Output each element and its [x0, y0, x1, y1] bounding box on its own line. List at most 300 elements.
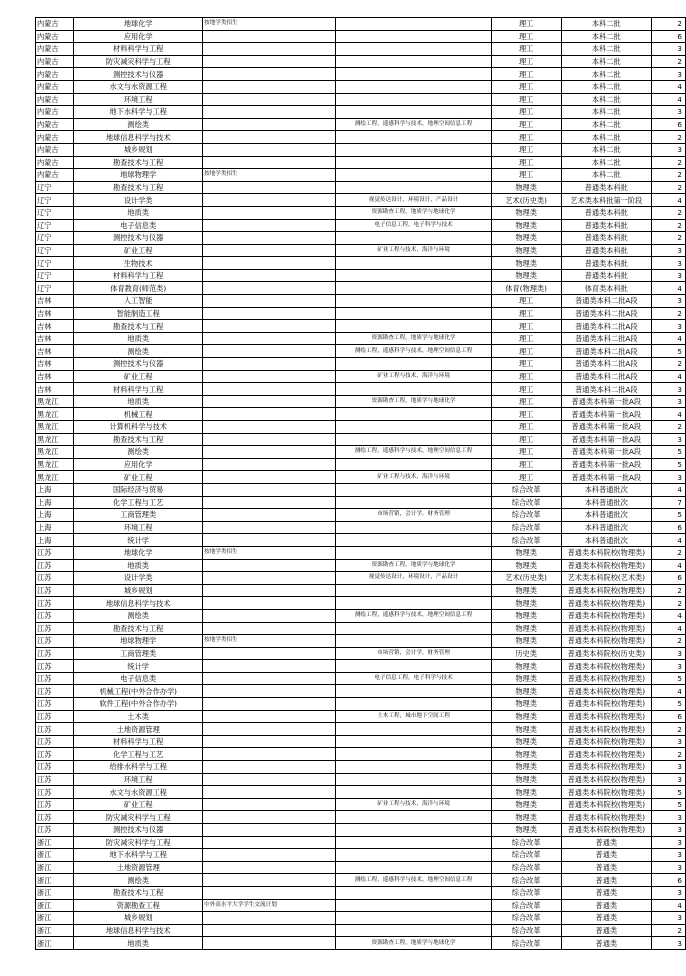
major-cell: 材料科学与工程 [74, 269, 203, 282]
major-cell: 地球化学 [74, 18, 203, 31]
plan-count-cell: 3 [652, 244, 686, 257]
enrollment-note-cell [203, 773, 336, 786]
enrollment-note-cell [203, 761, 336, 774]
table-row [36, 358, 686, 371]
province-cell: 吉林 [36, 332, 74, 345]
province-cell: 江苏 [36, 824, 74, 837]
table-row [36, 232, 686, 245]
batch-cell: 普通类本科院校(物理类) [561, 761, 652, 774]
batch-cell: 普通类本科第一批A段 [561, 408, 652, 421]
enrollment-note-cell [203, 698, 336, 711]
category-cell: 理工 [491, 43, 561, 56]
table-row [36, 370, 686, 383]
included-majors-cell [336, 43, 491, 56]
major-cell: 地下水科学与工程 [74, 106, 203, 119]
plan-count-cell: 3 [652, 824, 686, 837]
plan-count-cell: 4 [652, 408, 686, 421]
included-majors-cell [336, 584, 491, 597]
major-cell: 水文与水资源工程 [74, 786, 203, 799]
major-cell: 给排水科学与工程 [74, 761, 203, 774]
enrollment-note-cell [203, 206, 336, 219]
category-cell: 综合改革 [491, 521, 561, 534]
category-cell: 理工 [491, 156, 561, 169]
included-majors-cell [336, 924, 491, 937]
included-majors-cell: 视觉传达设计，环境设计，产品设计 [336, 572, 491, 585]
included-majors-cell: 视觉传达设计，环境设计，产品设计 [336, 194, 491, 207]
batch-cell: 普通类本科院校(物理类) [561, 748, 652, 761]
plan-count-cell: 2 [652, 748, 686, 761]
enrollment-note-cell [203, 421, 336, 434]
batch-cell: 普通类本科第一批A段 [561, 433, 652, 446]
batch-cell: 普通类本科院校(历史类) [561, 647, 652, 660]
included-majors-cell: 电子信息工程，电子科学与技术 [336, 672, 491, 685]
batch-cell: 本科普通批次 [561, 534, 652, 547]
table-row [36, 886, 686, 899]
category-cell: 物理类 [491, 786, 561, 799]
batch-cell: 艺术类本科院校(艺术类) [561, 572, 652, 585]
major-cell: 城乡规划 [74, 912, 203, 925]
included-majors-cell [336, 735, 491, 748]
enrollment-note-cell [203, 143, 336, 156]
included-majors-cell [336, 80, 491, 93]
plan-count-cell: 2 [652, 206, 686, 219]
plan-count-cell: 3 [652, 383, 686, 396]
category-cell: 理工 [491, 383, 561, 396]
batch-cell: 本科普通批次 [561, 521, 652, 534]
table-row [36, 131, 686, 144]
table-row [36, 244, 686, 257]
province-cell: 内蒙古 [36, 106, 74, 119]
included-majors-cell [336, 886, 491, 899]
included-majors-cell [336, 546, 491, 559]
category-cell: 综合改革 [491, 874, 561, 887]
table-row [36, 635, 686, 648]
plan-count-cell: 4 [652, 534, 686, 547]
table-row [36, 924, 686, 937]
included-majors-cell: 资源勘查工程，地质学与地球化学 [336, 332, 491, 345]
enrollment-note-cell [203, 483, 336, 496]
plan-count-cell: 4 [652, 685, 686, 698]
province-cell: 江苏 [36, 559, 74, 572]
table-row [36, 836, 686, 849]
enrollment-note-cell [203, 786, 336, 799]
table-row [36, 496, 686, 509]
enrollment-note-cell [203, 383, 336, 396]
major-cell: 工商管理类 [74, 509, 203, 522]
province-cell: 黑龙江 [36, 471, 74, 484]
batch-cell: 本科二批 [561, 68, 652, 81]
major-cell: 测绘类 [74, 609, 203, 622]
category-cell: 综合改革 [491, 496, 561, 509]
major-cell: 地下水科学与工程 [74, 849, 203, 862]
table-row [36, 660, 686, 673]
major-cell: 地质类 [74, 937, 203, 950]
batch-cell: 本科二批 [561, 143, 652, 156]
plan-count-cell: 3 [652, 295, 686, 308]
batch-cell: 普通类本科院校(物理类) [561, 635, 652, 648]
major-cell: 地球信息科学与技术 [74, 131, 203, 144]
batch-cell: 普通类本科第一批A段 [561, 471, 652, 484]
included-majors-cell [336, 181, 491, 194]
category-cell: 物理类 [491, 219, 561, 232]
plan-count-cell: 3 [652, 849, 686, 862]
province-cell: 辽宁 [36, 244, 74, 257]
included-majors-cell [336, 106, 491, 119]
category-cell: 物理类 [491, 181, 561, 194]
plan-count-cell: 3 [652, 320, 686, 333]
province-cell: 吉林 [36, 358, 74, 371]
batch-cell: 普通类本科批 [561, 219, 652, 232]
enrollment-note-cell [203, 496, 336, 509]
table-row [36, 685, 686, 698]
province-cell: 浙江 [36, 861, 74, 874]
batch-cell: 普通类 [561, 924, 652, 937]
major-cell: 测控技术与仪器 [74, 824, 203, 837]
batch-cell: 本科普通批次 [561, 496, 652, 509]
plan-count-cell: 3 [652, 43, 686, 56]
enrollment-note-cell [203, 232, 336, 245]
enrollment-note-cell [203, 345, 336, 358]
included-majors-cell [336, 899, 491, 912]
enrollment-note-cell [203, 106, 336, 119]
table-row [36, 748, 686, 761]
included-majors-cell [336, 748, 491, 761]
table-row [36, 597, 686, 610]
major-cell: 材料科学与工程 [74, 735, 203, 748]
included-majors-cell [336, 622, 491, 635]
enrollment-note-cell [203, 622, 336, 635]
table-row [36, 433, 686, 446]
batch-cell: 本科二批 [561, 80, 652, 93]
enrollment-note-cell [203, 572, 336, 585]
included-majors-cell [336, 30, 491, 43]
plan-count-cell: 4 [652, 899, 686, 912]
batch-cell: 普通类本科院校(物理类) [561, 773, 652, 786]
province-cell: 江苏 [36, 811, 74, 824]
batch-cell: 本科二批 [561, 30, 652, 43]
enrollment-note-cell [203, 156, 336, 169]
table-row [36, 723, 686, 736]
included-majors-cell [336, 55, 491, 68]
table-row [36, 320, 686, 333]
enrollment-note-cell [203, 748, 336, 761]
included-majors-cell: 市场营销，会计学，财务管理 [336, 647, 491, 660]
enrollment-note-cell [203, 68, 336, 81]
table-row [36, 647, 686, 660]
enrollment-note-cell [203, 534, 336, 547]
province-cell: 江苏 [36, 660, 74, 673]
plan-count-cell: 5 [652, 446, 686, 459]
category-cell: 综合改革 [491, 483, 561, 496]
included-majors-cell: 资源勘查工程，地质学与地球化学 [336, 937, 491, 950]
table-row [36, 622, 686, 635]
included-majors-cell [336, 408, 491, 421]
province-cell: 浙江 [36, 849, 74, 862]
major-cell: 城乡规划 [74, 143, 203, 156]
province-cell: 内蒙古 [36, 68, 74, 81]
plan-count-cell: 4 [652, 80, 686, 93]
major-cell: 材料科学与工程 [74, 383, 203, 396]
plan-count-cell: 3 [652, 647, 686, 660]
included-majors-cell [336, 786, 491, 799]
category-cell: 理工 [491, 295, 561, 308]
province-cell: 上海 [36, 521, 74, 534]
table-row [36, 509, 686, 522]
category-cell: 物理类 [491, 735, 561, 748]
batch-cell: 普通类本科院校(物理类) [561, 723, 652, 736]
batch-cell: 体育类本科批 [561, 282, 652, 295]
province-cell: 江苏 [36, 597, 74, 610]
plan-count-cell: 5 [652, 786, 686, 799]
table-row [36, 874, 686, 887]
plan-count-cell: 6 [652, 572, 686, 585]
category-cell: 理工 [491, 345, 561, 358]
category-cell: 物理类 [491, 244, 561, 257]
batch-cell: 本科二批 [561, 93, 652, 106]
category-cell: 物理类 [491, 232, 561, 245]
province-cell: 江苏 [36, 622, 74, 635]
enrollment-note-cell: 中外高水平大学学生交流计划 [203, 899, 336, 912]
category-cell: 物理类 [491, 206, 561, 219]
major-cell: 矿业工程 [74, 244, 203, 257]
enrollment-note-cell [203, 244, 336, 257]
plan-count-cell: 5 [652, 672, 686, 685]
table-row [36, 698, 686, 711]
province-cell: 辽宁 [36, 232, 74, 245]
enrollment-note-cell [203, 861, 336, 874]
enrollment-note-cell [203, 886, 336, 899]
enrollment-note-cell: 按地学类招生 [203, 169, 336, 182]
province-cell: 黑龙江 [36, 408, 74, 421]
included-majors-cell [336, 68, 491, 81]
table-row [36, 584, 686, 597]
major-cell: 设计学类 [74, 194, 203, 207]
plan-count-cell: 2 [652, 307, 686, 320]
batch-cell: 本科二批 [561, 156, 652, 169]
included-majors-cell [336, 824, 491, 837]
category-cell: 物理类 [491, 269, 561, 282]
enrollment-note-cell [203, 181, 336, 194]
batch-cell: 普通类本科批 [561, 244, 652, 257]
province-cell: 黑龙江 [36, 395, 74, 408]
table-row [36, 68, 686, 81]
province-cell: 上海 [36, 509, 74, 522]
major-cell: 资源勘查工程 [74, 899, 203, 912]
major-cell: 勘查技术与工程 [74, 156, 203, 169]
enrollment-note-cell [203, 874, 336, 887]
province-cell: 内蒙古 [36, 169, 74, 182]
category-cell: 物理类 [491, 798, 561, 811]
category-cell: 物理类 [491, 559, 561, 572]
major-cell: 土木类 [74, 710, 203, 723]
included-majors-cell [336, 521, 491, 534]
major-cell: 地质类 [74, 559, 203, 572]
enrollment-note-cell [203, 219, 336, 232]
major-cell: 生物技术 [74, 257, 203, 270]
table-row [36, 181, 686, 194]
province-cell: 吉林 [36, 345, 74, 358]
category-cell: 理工 [491, 18, 561, 31]
table-row [36, 169, 686, 182]
enrollment-note-cell [203, 93, 336, 106]
plan-count-cell: 4 [652, 483, 686, 496]
category-cell: 理工 [491, 421, 561, 434]
province-cell: 内蒙古 [36, 143, 74, 156]
province-cell: 浙江 [36, 937, 74, 950]
included-majors-cell: 资源勘查工程，地质学与地球化学 [336, 395, 491, 408]
province-cell: 吉林 [36, 307, 74, 320]
province-cell: 黑龙江 [36, 433, 74, 446]
included-majors-cell [336, 18, 491, 31]
included-majors-cell [336, 383, 491, 396]
batch-cell: 本科二批 [561, 55, 652, 68]
enrollment-note-cell [203, 332, 336, 345]
batch-cell: 普通类 [561, 912, 652, 925]
major-cell: 材料科学与工程 [74, 43, 203, 56]
category-cell: 理工 [491, 458, 561, 471]
province-cell: 浙江 [36, 874, 74, 887]
plan-count-cell: 3 [652, 811, 686, 824]
enrollment-note-cell [203, 307, 336, 320]
included-majors-cell: 矿业工程与技术，海洋与环境 [336, 798, 491, 811]
enrollment-note-cell [203, 55, 336, 68]
plan-count-cell: 4 [652, 282, 686, 295]
included-majors-cell [336, 836, 491, 849]
included-majors-cell [336, 912, 491, 925]
category-cell: 理工 [491, 106, 561, 119]
enrollment-note-cell [203, 43, 336, 56]
plan-count-cell: 3 [652, 735, 686, 748]
major-cell: 地球信息科学与技术 [74, 924, 203, 937]
major-cell: 测控技术与仪器 [74, 68, 203, 81]
enrollment-note-cell [203, 723, 336, 736]
batch-cell: 普通类本科二批A段 [561, 358, 652, 371]
batch-cell: 普通类本科二批A段 [561, 307, 652, 320]
category-cell: 理工 [491, 143, 561, 156]
batch-cell: 普通类本科院校(物理类) [561, 798, 652, 811]
province-cell: 浙江 [36, 924, 74, 937]
table-row [36, 521, 686, 534]
batch-cell: 普通类本科二批A段 [561, 383, 652, 396]
batch-cell: 本科二批 [561, 106, 652, 119]
table-row [36, 332, 686, 345]
province-cell: 江苏 [36, 798, 74, 811]
enrollment-note-cell [203, 735, 336, 748]
plan-count-cell: 3 [652, 471, 686, 484]
category-cell: 物理类 [491, 824, 561, 837]
batch-cell: 普通类本科第一批A段 [561, 421, 652, 434]
table-row [36, 282, 686, 295]
province-cell: 吉林 [36, 370, 74, 383]
table-row [36, 861, 686, 874]
category-cell: 艺术(历史类) [491, 194, 561, 207]
major-cell: 测绘类 [74, 345, 203, 358]
major-cell: 勘查技术与工程 [74, 433, 203, 446]
category-cell: 理工 [491, 169, 561, 182]
enrollment-note-cell [203, 194, 336, 207]
plan-count-cell: 2 [652, 924, 686, 937]
province-cell: 浙江 [36, 836, 74, 849]
enrollment-note-cell: 按地学类招生 [203, 635, 336, 648]
table-row [36, 194, 686, 207]
province-cell: 辽宁 [36, 257, 74, 270]
province-cell: 吉林 [36, 383, 74, 396]
category-cell: 物理类 [491, 710, 561, 723]
table-row [36, 307, 686, 320]
included-majors-cell [336, 143, 491, 156]
enrollment-note-cell: 按地学类招生 [203, 546, 336, 559]
table-row [36, 735, 686, 748]
province-cell: 江苏 [36, 647, 74, 660]
plan-count-cell: 2 [652, 358, 686, 371]
table-row [36, 156, 686, 169]
table-row [36, 786, 686, 799]
category-cell: 理工 [491, 93, 561, 106]
plan-count-cell: 2 [652, 597, 686, 610]
batch-cell: 本科普通批次 [561, 483, 652, 496]
enrollment-note-cell [203, 672, 336, 685]
plan-count-cell: 3 [652, 861, 686, 874]
batch-cell: 普通类本科批 [561, 206, 652, 219]
enrollment-note-cell [203, 408, 336, 421]
included-majors-cell [336, 232, 491, 245]
included-majors-cell: 电子信息工程，电子科学与技术 [336, 219, 491, 232]
enrollment-note-cell [203, 458, 336, 471]
category-cell: 综合改革 [491, 937, 561, 950]
major-cell: 矿业工程 [74, 798, 203, 811]
table-row [36, 55, 686, 68]
table-row [36, 798, 686, 811]
category-cell: 理工 [491, 320, 561, 333]
category-cell: 物理类 [491, 660, 561, 673]
plan-count-cell: 2 [652, 232, 686, 245]
included-majors-cell: 测绘工程，遥感科学与技术，地理空间信息工程 [336, 345, 491, 358]
category-cell: 物理类 [491, 748, 561, 761]
plan-count-cell: 2 [652, 156, 686, 169]
batch-cell: 本科普通批次 [561, 509, 652, 522]
included-majors-cell [336, 421, 491, 434]
province-cell: 上海 [36, 483, 74, 496]
province-cell: 江苏 [36, 672, 74, 685]
major-cell: 环境工程 [74, 521, 203, 534]
category-cell: 理工 [491, 408, 561, 421]
batch-cell: 普通类 [561, 937, 652, 950]
category-cell: 综合改革 [491, 849, 561, 862]
included-majors-cell [336, 307, 491, 320]
province-cell: 内蒙古 [36, 80, 74, 93]
batch-cell: 普通类本科批 [561, 232, 652, 245]
major-cell: 勘查技术与工程 [74, 886, 203, 899]
plan-count-cell: 4 [652, 559, 686, 572]
category-cell: 理工 [491, 358, 561, 371]
batch-cell: 普通类 [561, 849, 652, 862]
category-cell: 理工 [491, 68, 561, 81]
enrollment-note-cell [203, 370, 336, 383]
enrollment-note-cell [203, 647, 336, 660]
table-row [36, 269, 686, 282]
category-cell: 综合改革 [491, 836, 561, 849]
major-cell: 城乡规划 [74, 584, 203, 597]
included-majors-cell [336, 761, 491, 774]
table-row [36, 80, 686, 93]
table-row [36, 383, 686, 396]
batch-cell: 普通类本科院校(物理类) [561, 824, 652, 837]
enrollment-note-cell [203, 471, 336, 484]
category-cell: 综合改革 [491, 886, 561, 899]
batch-cell: 普通类本科院校(物理类) [561, 559, 652, 572]
category-cell: 物理类 [491, 597, 561, 610]
batch-cell: 普通类 [561, 899, 652, 912]
